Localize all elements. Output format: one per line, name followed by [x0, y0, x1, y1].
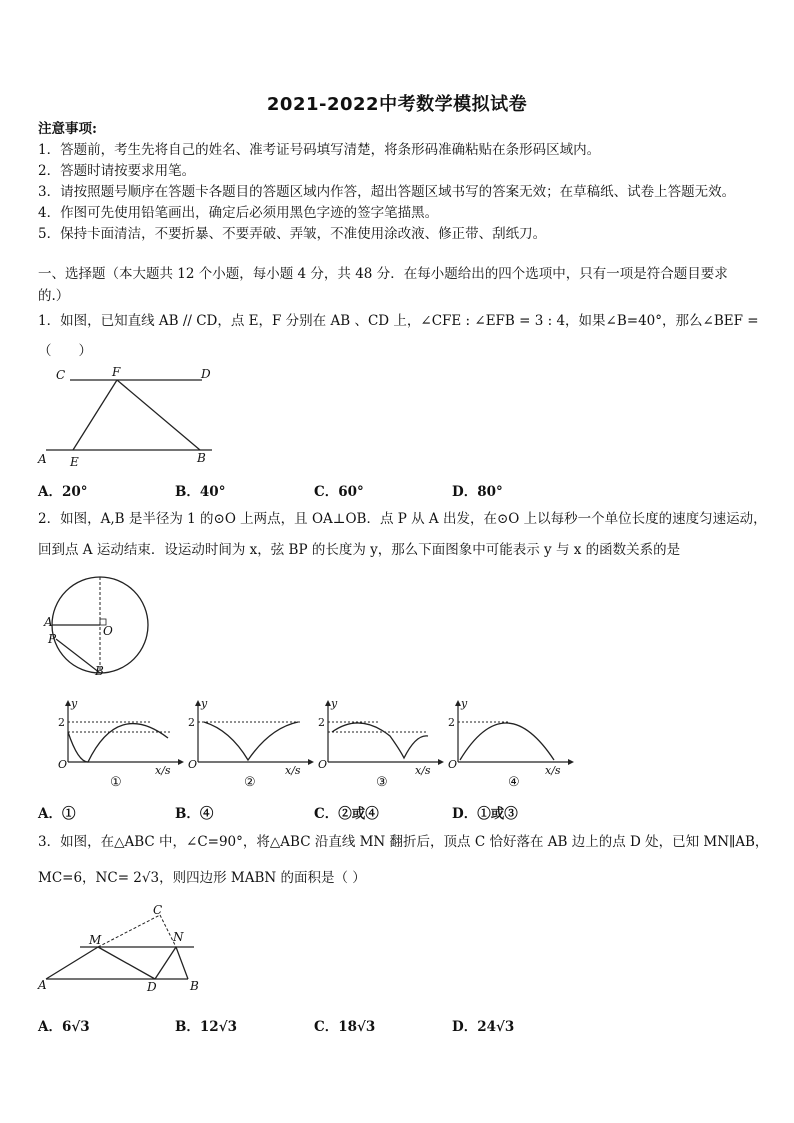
q3-stem-line1: 3．如图，在△ABC 中，∠C=90°，将△ABC 沿直线 MN 翻折后，顶点 C 恰好落在 AB 边上的点 D 处，已知 MN∥AB，: [38, 834, 769, 850]
q2-graph-1-two: 2: [58, 716, 65, 729]
q1-stem-line1: 1．如图，已知直线 AB // CD，点 E，F 分别在 AB 、CD 上，∠CFE : ∠EFB = 3 : 4，如果∠B=40°，那么∠BEF =: [38, 313, 759, 329]
q2-option-d[interactable]: D．①或③: [452, 806, 518, 822]
q1-label-e: E: [70, 455, 79, 469]
q1-label-f: F: [112, 365, 121, 379]
q2-graph-3-o: O: [318, 758, 328, 771]
q3-label-a: A: [38, 978, 47, 992]
q2-graph-3-x: x/s: [415, 764, 431, 777]
q2-graph-2-y: y: [201, 697, 208, 710]
q1-figure: [40, 366, 220, 466]
q2-graph-3-mark: ③: [376, 775, 388, 790]
q2-stem-line1: 2．如图，A,B 是半径为 1 的⊙O 上两点，且 OA⊥OB．点 P 从 A 出发，在⊙O 上以每秒一个单位长度的速度匀速运动，: [38, 511, 767, 527]
q2-option-b[interactable]: B．④: [175, 806, 214, 822]
q3-label-b: B: [190, 979, 199, 993]
q2-graph-4-x: x/s: [545, 764, 561, 777]
section-heading-line2: 的.）: [38, 288, 70, 304]
q2-graph-2-o: O: [188, 758, 198, 771]
page-title: 2021-2022中考数学模拟试卷: [266, 94, 528, 115]
q2-label-a: A: [44, 615, 53, 629]
q2-graph-2-two: 2: [188, 716, 195, 729]
q2-graph-1-y: y: [71, 697, 78, 710]
notice-heading: 注意事项:: [38, 121, 97, 137]
q2-graph-1-o: O: [58, 758, 68, 771]
q2-label-o: O: [103, 624, 113, 638]
q2-option-c[interactable]: C．②或④: [314, 806, 379, 822]
q2-stem-line2: 回到点 A 运动结束．设运动时间为 x，弦 BP 的长度为 y，那么下面图象中可能表示 y 与 x 的函数关系的是: [38, 542, 681, 558]
notice-item-3: 3．请按照题号顺序在答题卡各题目的答题区域内作答，超出答题区域书写的答案无效；在草稿纸、试卷上答题无效。: [38, 184, 736, 200]
q1-label-d: D: [201, 367, 211, 381]
q3-option-b[interactable]: B．12√3: [175, 1019, 237, 1035]
q1-option-a[interactable]: A．20°: [38, 484, 88, 500]
q2-graph-1-mark: ①: [110, 775, 122, 790]
q3-figure: [40, 905, 210, 990]
q1-stem-line2: （ ）: [38, 343, 92, 359]
q2-label-b: B: [95, 664, 104, 678]
q1-option-c[interactable]: C．60°: [314, 484, 364, 500]
q1-option-d[interactable]: D．80°: [452, 484, 503, 500]
q3-stem-line2: MC=6，NC= 2√3，则四边形 MABN 的面积是（ ）: [38, 870, 366, 886]
q3-label-n: N: [173, 930, 184, 944]
q2-graph-2-x: x/s: [285, 764, 301, 777]
q2-graph-1-x: x/s: [155, 764, 171, 777]
q1-option-b[interactable]: B．40°: [175, 484, 226, 500]
q3-label-c: C: [153, 903, 163, 917]
q3-option-d[interactable]: D．24√3: [452, 1019, 515, 1035]
q3-option-a[interactable]: A．6√3: [38, 1019, 90, 1035]
q3-label-d: D: [147, 980, 157, 994]
q2-graph-3-two: 2: [318, 716, 325, 729]
q2-graph-3-y: y: [331, 697, 338, 710]
q1-label-b: B: [197, 451, 206, 465]
q2-option-a[interactable]: A．①: [38, 806, 76, 822]
section-heading-line1: 一、选择题（本大题共 12 个小题，每小题 4 分，共 48 分．在每小题给出的四个选项中，只有一项是符合题目要求: [38, 266, 728, 282]
notice-item-4: 4．作图可先使用铅笔画出，确定后必须用黑色字迹的签字笔描黑。: [38, 205, 439, 221]
q2-label-p: P: [48, 632, 57, 646]
notice-item-1: 1．答题前，考生先将自己的姓名、准考证号码填写清楚，将条形码准确粘贴在条形码区域内。: [38, 142, 601, 158]
q2-graph-4-y: y: [461, 697, 468, 710]
q3-option-c[interactable]: C．18√3: [314, 1019, 376, 1035]
q1-label-a: A: [38, 452, 47, 466]
q2-graph-2-mark: ②: [244, 775, 256, 790]
notice-item-2: 2．答题时请按要求用笔。: [38, 163, 196, 179]
notice-item-5: 5．保持卡面清洁，不要折暴、不要弄破、弄皱，不准使用涂改液、修正带、刮纸刀。: [38, 226, 547, 242]
q2-graph-4-mark: ④: [508, 775, 520, 790]
q1-label-c: C: [56, 368, 66, 382]
q2-graph-4-o: O: [448, 758, 458, 771]
q3-label-m: M: [89, 933, 102, 947]
q2-graph-4-two: 2: [448, 716, 455, 729]
